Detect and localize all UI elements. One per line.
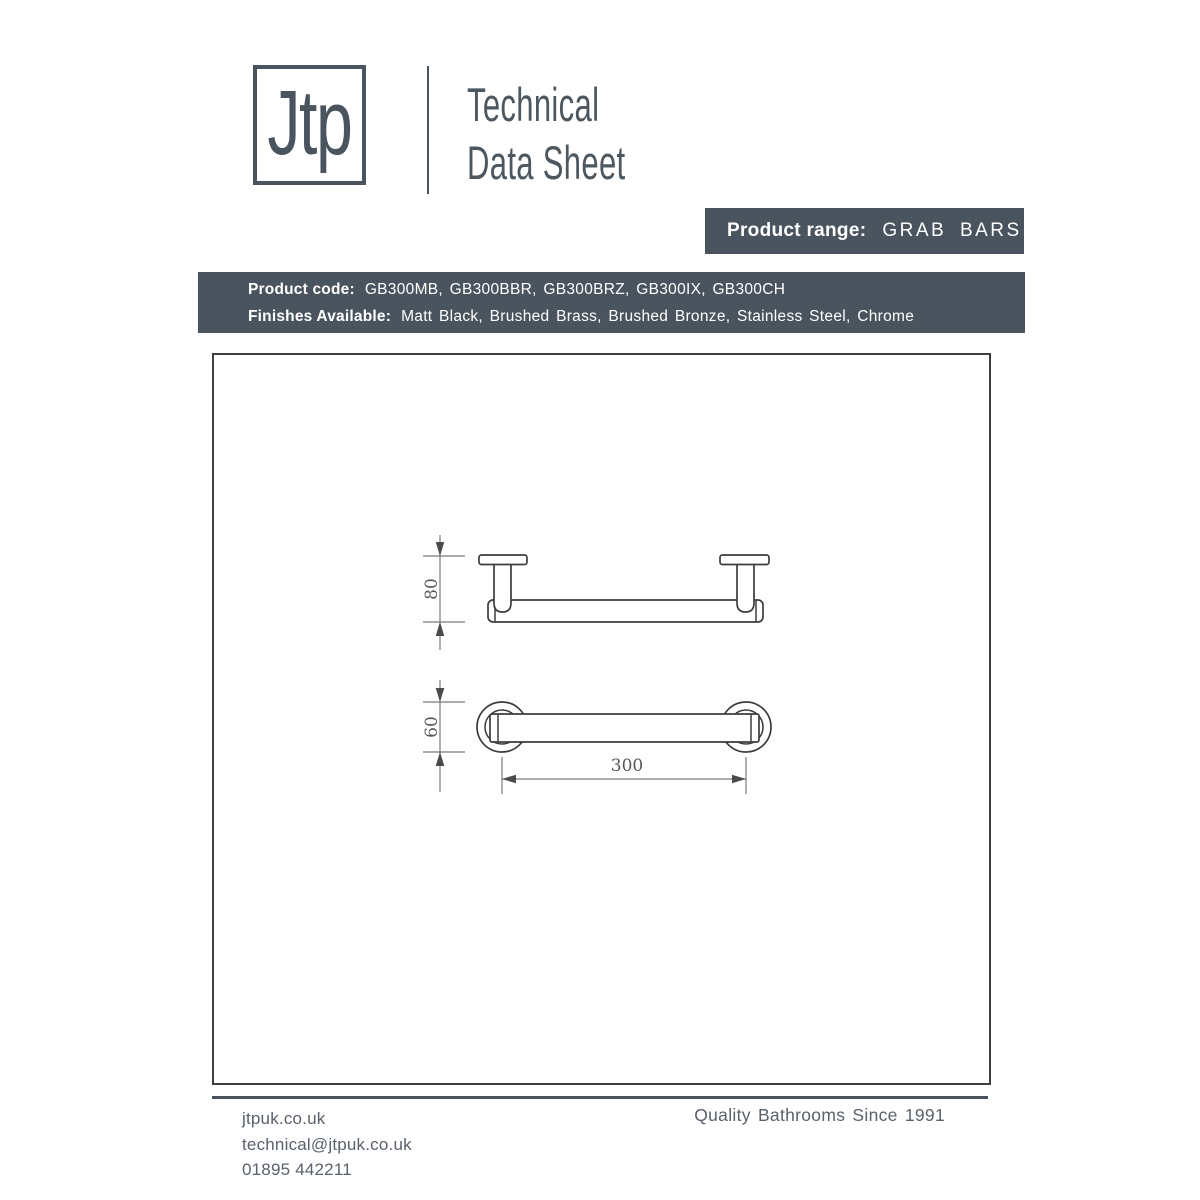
- plan-view: [422, 680, 771, 794]
- finishes-value: Matt Black, Brushed Brass, Brushed Bronze, Stainless Steel, Chrome: [401, 307, 915, 325]
- height-dimension-text: 80: [422, 578, 442, 600]
- finishes-row: [248, 303, 914, 330]
- document-title: [467, 76, 626, 192]
- left-post-side: [494, 564, 511, 612]
- dim-arrow-up-icon: [436, 622, 445, 636]
- document-title-line2: Data Sheet: [467, 136, 626, 189]
- product-info-banner: [198, 272, 1025, 333]
- document-title-line1: Technical: [467, 78, 600, 131]
- header-divider: [427, 66, 429, 194]
- dim-arrow-up-icon: [436, 752, 445, 766]
- product-code-row: [248, 276, 785, 303]
- side-elevation-view: [422, 535, 769, 650]
- length-dimension: [502, 756, 746, 794]
- right-wall-flange-side: [720, 555, 769, 565]
- jtp-logo: [253, 65, 366, 185]
- product-range-label: Product range:: [727, 220, 867, 241]
- footer-email: technical@jtpuk.co.uk: [242, 1134, 412, 1154]
- flange-diameter-dimension: [422, 680, 465, 792]
- product-range-banner: [705, 208, 1024, 254]
- dim-arrow-left-icon: [502, 775, 516, 784]
- footer-divider: [212, 1096, 988, 1099]
- length-dimension-text: 300: [610, 756, 644, 776]
- grab-bar-plan: [490, 714, 759, 742]
- footer-phone: 01895 442211: [242, 1160, 352, 1179]
- product-code-value: GB300MB, GB300BBR, GB300BRZ, GB300IX, GB300CH: [364, 280, 786, 298]
- finishes-label: Finishes Available:: [248, 307, 392, 325]
- footer-contact-block: [242, 1106, 412, 1183]
- left-wall-flange-side: [479, 555, 527, 565]
- right-post-side: [737, 564, 754, 612]
- dim-arrow-right-icon: [732, 775, 746, 784]
- footer-tagline: Quality Bathrooms Since 1991: [694, 1105, 945, 1125]
- height-dimension: [422, 535, 465, 650]
- product-range-value: GRAB BARS: [882, 220, 1022, 241]
- grab-bar-technical-drawing: [214, 355, 989, 1083]
- dim-arrow-down-icon: [436, 688, 445, 702]
- product-code-label: Product code:: [248, 280, 355, 298]
- jtp-logo-text: Jtp: [267, 72, 352, 174]
- grab-bar-side: [488, 600, 763, 622]
- footer-website: jtpuk.co.uk: [242, 1109, 326, 1128]
- flange-diameter-text: 60: [422, 716, 442, 738]
- dim-arrow-down-icon: [436, 542, 445, 556]
- technical-drawing-frame: [212, 353, 991, 1085]
